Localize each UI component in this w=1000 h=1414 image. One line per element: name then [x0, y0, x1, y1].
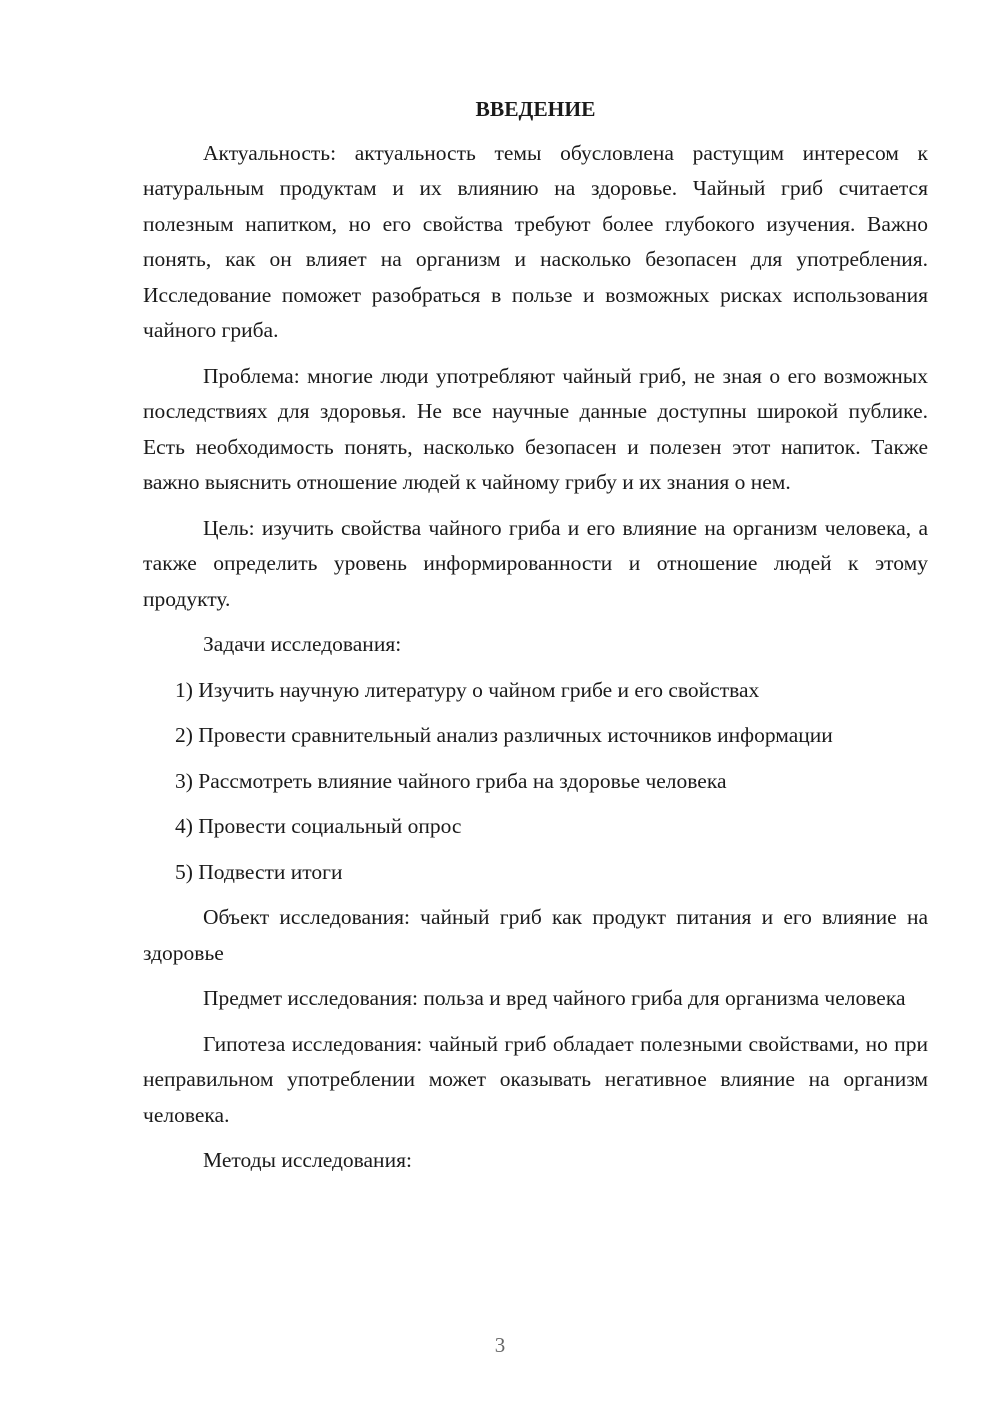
paragraph-relevance: Актуальность: актуальность темы обусловлена растущим интересом к натуральным продуктам и их влиянию на здоровье. Чайный гриб считается полезным напитком, но его свойства требуют более глубокого изучения. Важно понять, как он влияет на организм и насколько безопасен для употребления. Исследование поможет разобраться в пользе и возможных рисках использования чайного гриба. [143, 140, 928, 342]
paragraph-hypothesis: Гипотеза исследования: чайный гриб обладает полезными свойствами, но при неправильном употреблении может оказывать негативное влияние на организм человека. [143, 1031, 928, 1127]
page-title: ВВЕДЕНИЕ [475, 97, 596, 121]
paragraph-subject: Предмет исследования: польза и вред чайного гриба для организма человека [203, 986, 906, 1010]
paragraph-object: Объект исследования: чайный гриб как продукт питания и его влияние на здоровье [143, 905, 928, 965]
task-item-5: 5) Подвести итоги [175, 859, 343, 884]
task-item-1: 1) Изучить научную литературу о чайном грибе и его свойствах [175, 677, 760, 702]
page-number: 3 [494, 1333, 506, 1357]
tasks-heading: Задачи исследования: [203, 632, 402, 656]
task-item-3: 3) Рассмотреть влияние чайного гриба на здоровье человека [175, 768, 727, 793]
paragraph-goal: Цель: изучить свойства чайного гриба и его влияние на организм человека, а также определить уровень информированности и отношение людей к этому продукту. [143, 515, 928, 611]
task-item-2: 2) Провести сравнительный анализ различных источников информации [175, 723, 833, 747]
paragraph-problem: Проблема: многие люди употребляют чайный гриб, не зная о его возможных последствиях для здоровья. Не все научные данные доступны широкой публике. Есть необходимость понять, насколько безопасен и полезен этот напиток. Также важно выяснить отношение людей к чайному грибу и их знания о нем. [143, 363, 928, 494]
methods-heading: Методы исследования: [203, 1148, 412, 1172]
task-item-4: 4) Провести социальный опрос [175, 814, 462, 838]
document-page [143, 92, 928, 1189]
